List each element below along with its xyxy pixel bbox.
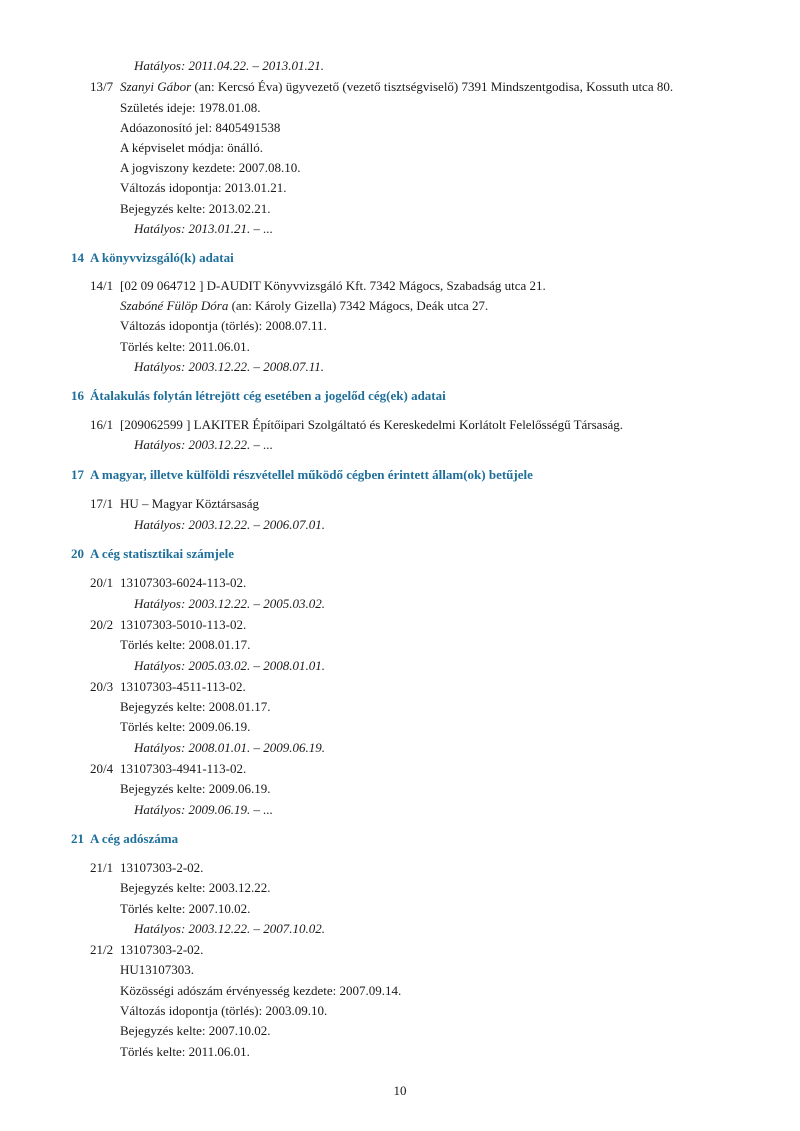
entry-number: 20/3 bbox=[90, 679, 114, 694]
entry-number: 20/2 bbox=[90, 617, 114, 632]
person-name: Szanyi Gábor bbox=[120, 79, 192, 94]
entry-number: 16/1 bbox=[90, 417, 114, 432]
section-title: A magyar, illetve külföldi részvétellel működő cégben érintett állam(ok) betűjele bbox=[90, 467, 533, 482]
validity-line: Hatályos: 2003.12.22. – 2006.07.01. bbox=[134, 517, 326, 532]
detail-line: Bejegyzés kelte: 2009.06.19. bbox=[120, 781, 271, 796]
detail-line: Törlés kelte: 2008.01.17. bbox=[120, 637, 251, 652]
validity-line: Hatályos: 2003.12.22. – 2007.10.02. bbox=[134, 921, 326, 936]
detail-line: HU13107303. bbox=[120, 962, 195, 977]
detail-line: Születés ideje: 1978.01.08. bbox=[120, 100, 261, 115]
person-details: (an: Kercsó Éva) ügyvezető (vezető tisztségviselő) 7391 Mindszentgodisa, Kossuth utca 80. bbox=[191, 79, 674, 94]
detail-line: Törlés kelte: 2009.06.19. bbox=[120, 719, 251, 734]
validity-line: Hatályos: 2013.01.21. – ... bbox=[134, 221, 274, 236]
validity-line: Hatályos: 2003.12.22. – ... bbox=[134, 437, 274, 452]
section-title: A könyvvizsgáló(k) adatai bbox=[90, 250, 234, 265]
page-number: 10 bbox=[393, 1083, 407, 1098]
validity-line: Hatályos: 2009.06.19. – ... bbox=[134, 802, 274, 817]
section-number: 20 bbox=[71, 546, 84, 561]
detail-line: Bejegyzés kelte: 2013.02.21. bbox=[120, 201, 271, 216]
entry-number: 20/4 bbox=[90, 761, 114, 776]
entry-number: 21/2 bbox=[90, 942, 114, 957]
detail-line: A jogviszony kezdete: 2007.08.10. bbox=[120, 160, 301, 175]
entry-number: 14/1 bbox=[90, 278, 114, 293]
detail-line: Változás idopontja: 2013.01.21. bbox=[120, 180, 287, 195]
entry-text bbox=[120, 79, 673, 95]
section-title: A cég adószáma bbox=[90, 831, 179, 846]
section-number: 16 bbox=[71, 388, 84, 403]
entry-text: HU – Magyar Köztársaság bbox=[120, 496, 259, 511]
detail-line: Törlés kelte: 2011.06.01. bbox=[120, 1044, 250, 1059]
entry-text: 13107303-4511-113-02. bbox=[120, 679, 246, 694]
detail-line: Bejegyzés kelte: 2008.01.17. bbox=[120, 699, 271, 714]
validity-line: Hatályos: 2003.12.22. – 2008.07.11. bbox=[134, 359, 325, 374]
validity-line: Hatályos: 2003.12.22. – 2005.03.02. bbox=[134, 596, 326, 611]
section-number: 17 bbox=[71, 467, 84, 482]
person-details: (an: Károly Gizella) 7342 Mágocs, Deák utca 27. bbox=[228, 298, 489, 313]
detail-line: Közösségi adószám érvényesség kezdete: 2007.09.14. bbox=[120, 983, 402, 998]
entry-number: 17/1 bbox=[90, 496, 114, 511]
detail-line: Törlés kelte: 2007.10.02. bbox=[120, 901, 251, 916]
detail-line: Változás idopontja (törlés): 2003.09.10. bbox=[120, 1003, 328, 1018]
entry-text: 13107303-5010-113-02. bbox=[120, 617, 247, 632]
validity-line: Hatályos: 2011.04.22. – 2013.01.21. bbox=[134, 58, 325, 73]
detail-line: Törlés kelte: 2011.06.01. bbox=[120, 339, 250, 354]
section-title: Átalakulás folytán létrejött cég esetében a jogelőd cég(ek) adatai bbox=[90, 388, 446, 403]
person-line bbox=[120, 298, 488, 314]
section-number: 14 bbox=[71, 250, 84, 265]
entry-number: 21/1 bbox=[90, 860, 114, 875]
entry-number: 13/7 bbox=[90, 79, 114, 94]
section-number: 21 bbox=[71, 831, 84, 846]
person-name: Szabóné Fülöp Dóra bbox=[120, 298, 229, 313]
detail-line: A képviselet módja: önálló. bbox=[120, 140, 263, 155]
entry-text: [209062599 ] LAKITER Építőipari Szolgáltató és Kereskedelmi Korlátolt Felelősségű Társaság. bbox=[120, 417, 624, 432]
detail-line: Bejegyzés kelte: 2003.12.22. bbox=[120, 880, 271, 895]
entry-text: 13107303-2-02. bbox=[120, 942, 204, 957]
entry-text: 13107303-6024-113-02. bbox=[120, 575, 247, 590]
entry-text: 13107303-4941-113-02. bbox=[120, 761, 247, 776]
detail-line: Bejegyzés kelte: 2007.10.02. bbox=[120, 1023, 271, 1038]
detail-line: Adóazonosító jel: 8405491538 bbox=[120, 120, 281, 135]
section-title: A cég statisztikai számjele bbox=[90, 546, 235, 561]
entry-number: 20/1 bbox=[90, 575, 114, 590]
entry-text: 13107303-2-02. bbox=[120, 860, 204, 875]
validity-line: Hatályos: 2005.03.02. – 2008.01.01. bbox=[134, 658, 326, 673]
detail-line: Változás idopontja (törlés): 2008.07.11. bbox=[120, 318, 327, 333]
validity-line: Hatályos: 2008.01.01. – 2009.06.19. bbox=[134, 740, 326, 755]
entry-text: [02 09 064712 ] D-AUDIT Könyvvizsgáló Kft. 7342 Mágocs, Szabadság utca 21. bbox=[120, 278, 546, 293]
